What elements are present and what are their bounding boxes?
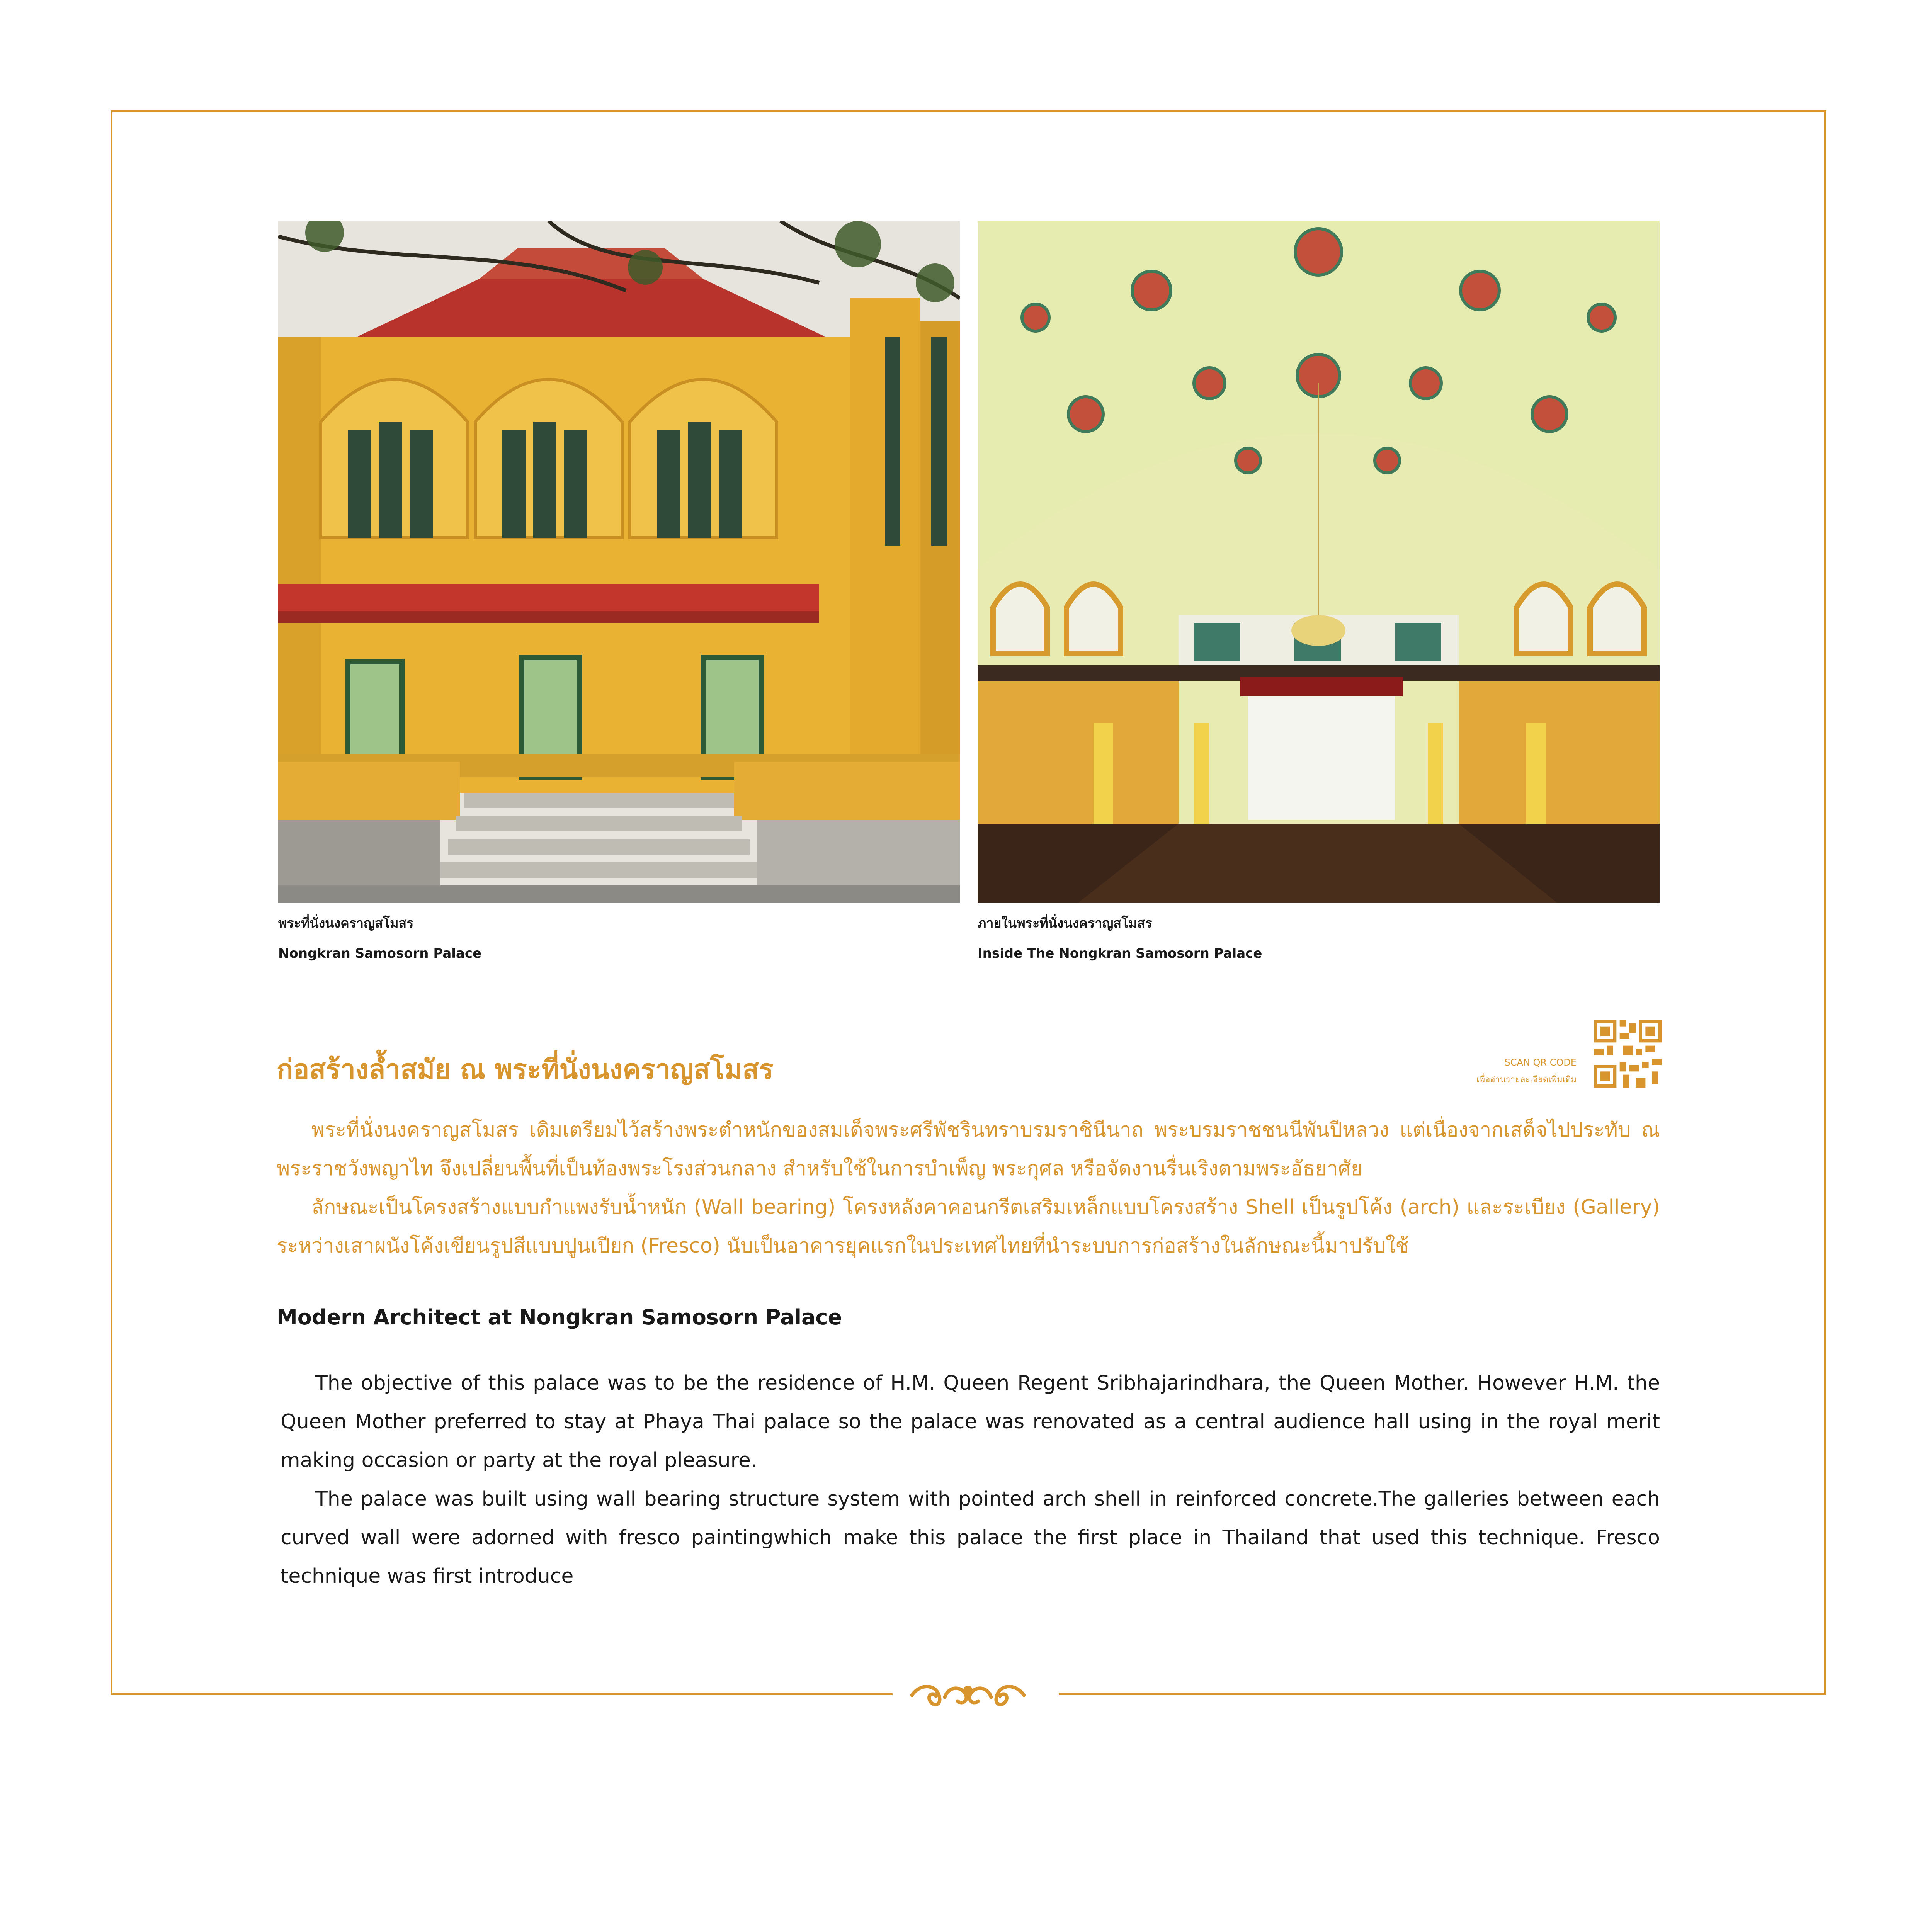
- palace-exterior-photo: [278, 221, 960, 903]
- thai-section-heading: ก่อสร้างล้ำสมัย ณ พระที่นั่งนงคราญสโมสร: [277, 1054, 774, 1085]
- photo1-caption-th: พระที่นั่งนงคราญสโมสร: [278, 916, 414, 931]
- english-paragraph-2: The palace was built using wall bearing structure system with pointed arch shell in reinforced concrete.The galleries between each curved wall were adorned with fresco paintingwhich make this palace the first place in Thailand that used this technique. Fresco technique was first introduce: [281, 1487, 1660, 1588]
- photo1-caption-en: Nongkran Samosorn Palace: [278, 946, 482, 961]
- qr-code-icon[interactable]: [1594, 1020, 1662, 1088]
- photo2-caption-en: Inside The Nongkran Samosorn Palace: [978, 946, 1262, 961]
- photo2-caption-th: ภายในพระที่นั่งนงคราญสโมสร: [978, 916, 1152, 931]
- english-paragraph-1: The objective of this palace was to be the residence of H.M. Queen Regent Sribhajarindhara, the Queen Mother. However H.M. the Queen Mother preferred to stay at Phaya Thai palace so the palace was renovated as a central audience hall using in the royal merit making occasion or party at the royal pleasure.: [281, 1372, 1660, 1472]
- english-body: [281, 1364, 1660, 1596]
- thai-body: [277, 1111, 1660, 1265]
- qr-block: [1437, 1020, 1662, 1089]
- thai-paragraph-2: ลักษณะเป็นโครงสร้างแบบกำแพงรับน้ำหนัก (Wall bearing) โครงหลังคาคอนกรีตเสริมเหล็กแบบโครงสร้าง Shell เป็นรูปโค้ง (arch) และระเบียง (Gallery) ระหว่างเสาผนังโค้งเขียนรูปสีแบบปูนเปียก (Fresco) นับเป็นอาคารยุคแรกในประเทศไทยที่นำระบบการก่อสร้างในลักษณะนี้มาปรับใช้: [277, 1196, 1660, 1258]
- english-section-heading: Modern Architect at Nongkran Samosorn Palace: [277, 1305, 842, 1329]
- scroll-ornament-icon: [908, 1680, 1028, 1711]
- qr-label-en: SCAN QR CODE: [1504, 1057, 1577, 1068]
- qr-label-th: เพื่ออ่านรายละเอียดเพิ่มเติม: [1476, 1075, 1577, 1084]
- palace-interior-photo: [978, 221, 1660, 903]
- thai-paragraph-1: พระที่นั่งนงคราญสโมสร เดิมเตรียมไว้สร้างพระตำหนักของสมเด็จพระศรีพัชรินทราบรมราชินีนาถ พระบรมราชชนนีพันปีหลวง แต่เนื่องจากเสด็จไปประทับ ณ พระราชวังพญาไท จึงเปลี่ยนพื้นที่เป็นท้องพระโรงส่วนกลาง สำหรับใช้ในการบำเพ็ญ พระกุศล หรือจัดงานรื่นเริงตามพระอัธยาศัย: [277, 1118, 1660, 1180]
